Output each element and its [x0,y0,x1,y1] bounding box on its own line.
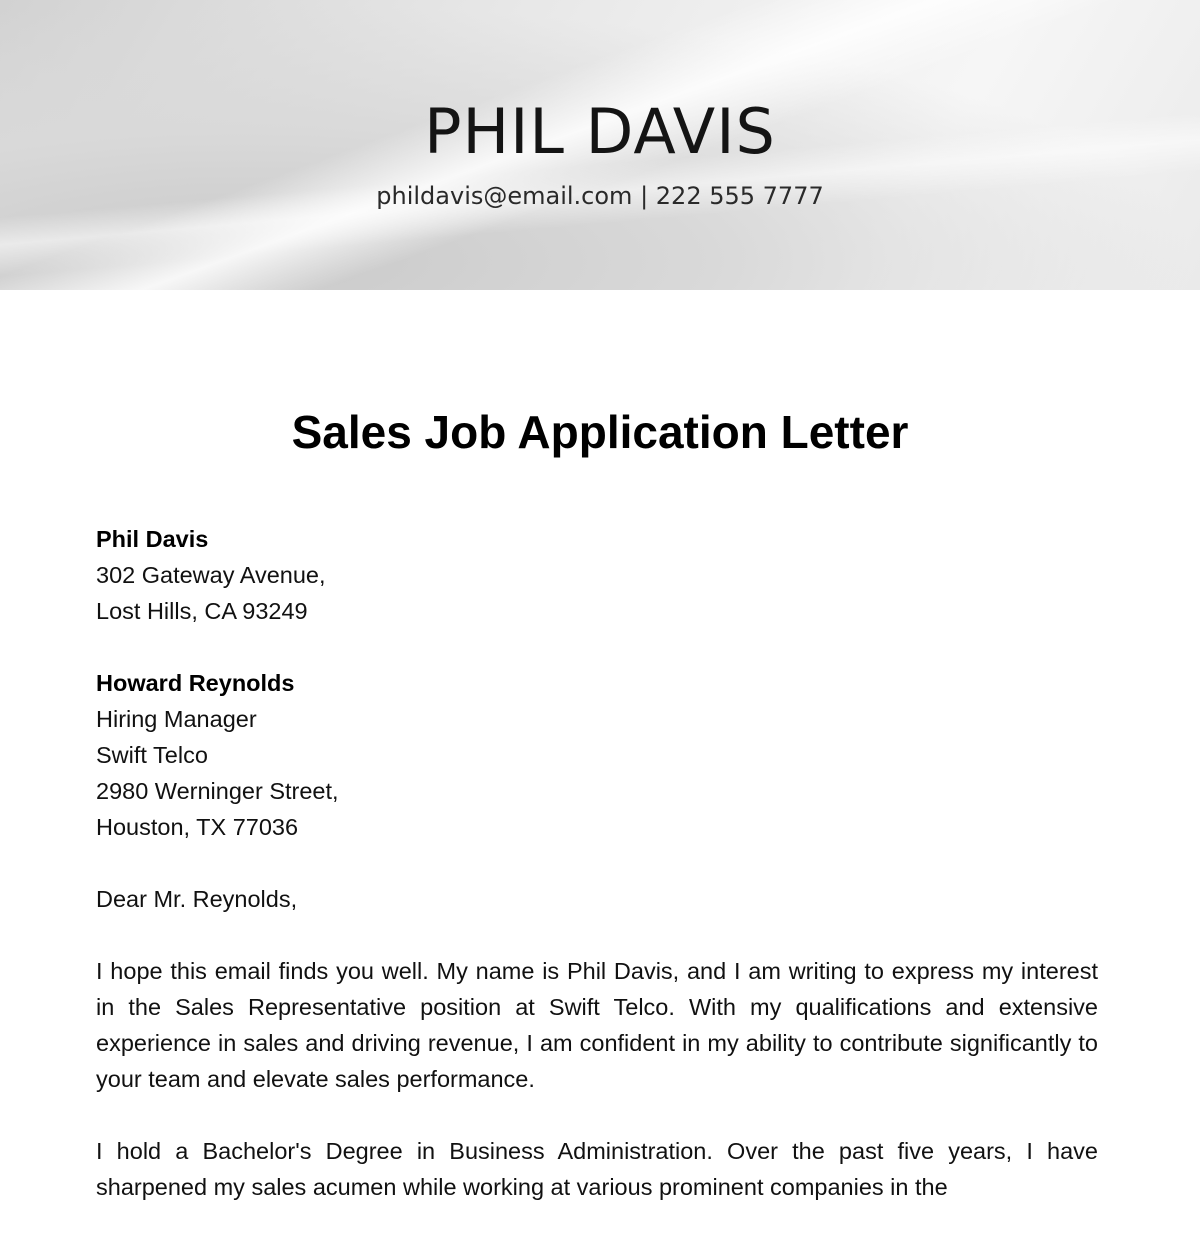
body-paragraph-1: I hope this email finds you well. My name is Phil Davis, and I am writing to express my interest in the Sales Representative position at Swift Telco. With my qualifications and extensive experience in sales and driving revenue, I am confident in my ability to contribute significantly to your team and elevate sales performance. [96,958,1098,1092]
body-paragraph-2: I hold a Bachelor's Degree in Business Administration. Over the past five years, I have sharpened my sales acumen while working at various prominent companies in the [96,1138,1098,1200]
salutation: Dear Mr. Reynolds, [96,886,298,912]
recipient-company: Swift Telco [96,742,208,768]
recipient-address-line-2: Houston, TX 77036 [96,814,299,840]
sender-name: Phil Davis [96,526,209,552]
letterhead-banner [0,0,1200,290]
recipient-role: Hiring Manager [96,706,257,732]
recipient-address-line-1: 2980 Werninger Street, [96,778,339,804]
letter-title: Sales Job Application Letter [291,406,909,458]
letterhead-name: PHIL DAVIS [424,95,776,168]
recipient-name: Howard Reynolds [96,670,295,696]
sender-block [96,521,1098,629]
sender-address-line-1: 302 Gateway Avenue, [96,562,326,588]
letter-body [96,521,1098,1241]
recipient-block [96,665,1098,845]
sender-address-line-2: Lost Hills, CA 93249 [96,598,308,624]
letterhead-contact: phildavis@email.com | 222 555 7777 [376,182,824,210]
